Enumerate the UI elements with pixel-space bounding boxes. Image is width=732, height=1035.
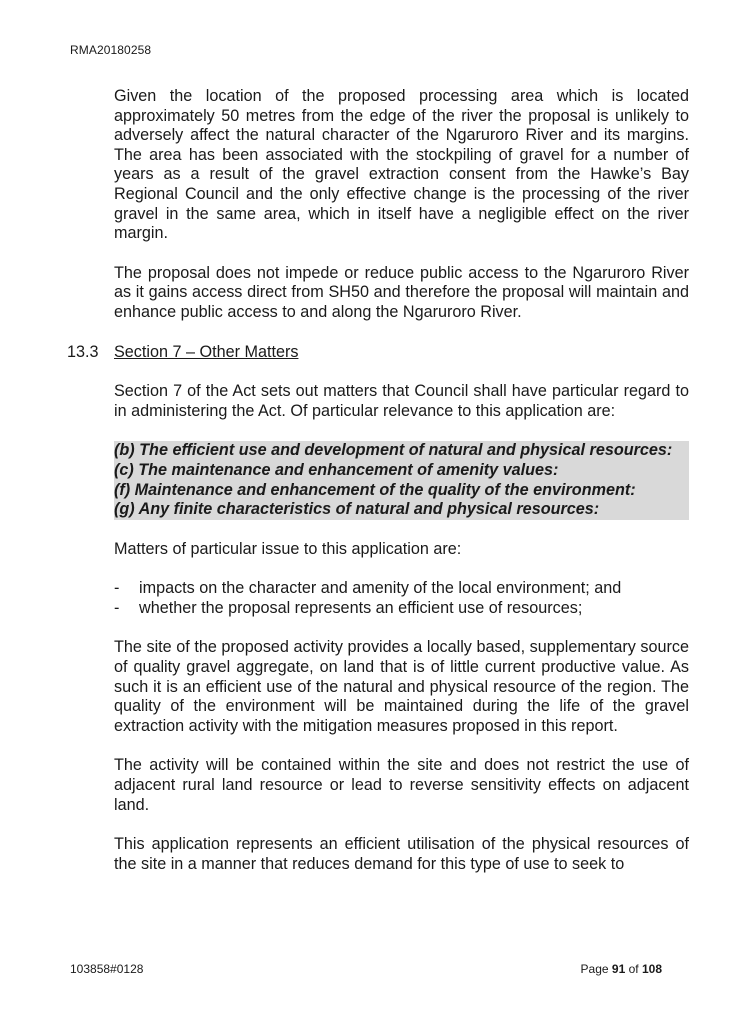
matter-c: (c) The maintenance and enhancement of amenity values: <box>114 460 559 479</box>
footer-page-number <box>581 962 662 976</box>
paragraph-public-access: The proposal does not impede or reduce public access to the Ngaruroro River as it gains access direct from SH50 and therefore the proposal will maintain and enhance public access to and along the Ngaruroro River. <box>114 263 689 321</box>
of-label: of <box>628 962 639 976</box>
paragraph-contained-activity: The activity will be contained within the site and does not restrict the use of adjacent rural land resource or lead to reverse sensitivity effects on adjacent land. <box>114 756 689 814</box>
list-item <box>114 599 689 619</box>
dash-bullet: - <box>114 598 120 617</box>
page-content <box>67 87 689 894</box>
section-number: 13.3 <box>67 342 99 361</box>
paragraph-utilisation: This application represents an efficient utilisation of the physical resources of the site in a manner that reduces demand for this type of use to seek to <box>114 835 689 873</box>
matter-b: (b) The efficient use and development of natural and physical resources: <box>114 441 673 460</box>
dash-bullet: - <box>114 579 120 598</box>
current-page: 91 <box>611 962 626 976</box>
section-heading <box>67 342 689 363</box>
list-item <box>114 579 689 599</box>
paragraph-site-efficiency: The site of the proposed activity provides a locally based, supplementary source of quality gravel aggregate, on land that is of little current productive value. As such it is an efficient use of the natural and physical resource of the region. The quality of the environment will be maintained during the life of the gravel extraction activity with the mitigation measures proposed in this report. <box>114 638 689 735</box>
document-reference: RMA20180258 <box>70 43 152 57</box>
paragraph-natural-character: Given the location of the proposed processing area which is located approximately 50 metres from the edge of the river the proposal is unlikely to adversely affect the natural character of the Ngaruroro River and its margins. The area has been associated with the stockpiling of gravel for a number of years as a result of the gravel extraction consent from the Hawke’s Bay Regional Council and the only effective change is the processing of the river gravel in the same area, which in itself have a negligible effect on the river margin. <box>114 87 689 243</box>
section-intro: Section 7 of the Act sets out matters that Council shall have particular regard to in administering the Act. Of particular relevance to this application are: <box>114 382 689 420</box>
footer-document-id: 103858#0128 <box>70 962 144 976</box>
highlighted-matters <box>114 441 689 519</box>
matter-f: (f) Maintenance and enhancement of the quality of the environment: <box>114 480 636 499</box>
matter-g: (g) Any finite characteristics of natural and physical resources: <box>114 500 600 519</box>
page-label: Page <box>580 962 609 976</box>
issues-list <box>114 579 689 618</box>
issues-intro: Matters of particular issue to this application are: <box>114 539 462 558</box>
total-pages: 108 <box>641 962 662 976</box>
issue-text: impacts on the character and amenity of the local environment; and <box>139 579 622 598</box>
section-title: Section 7 – Other Matters <box>114 342 299 361</box>
issue-text: whether the proposal represents an efficient use of resources; <box>139 598 583 617</box>
